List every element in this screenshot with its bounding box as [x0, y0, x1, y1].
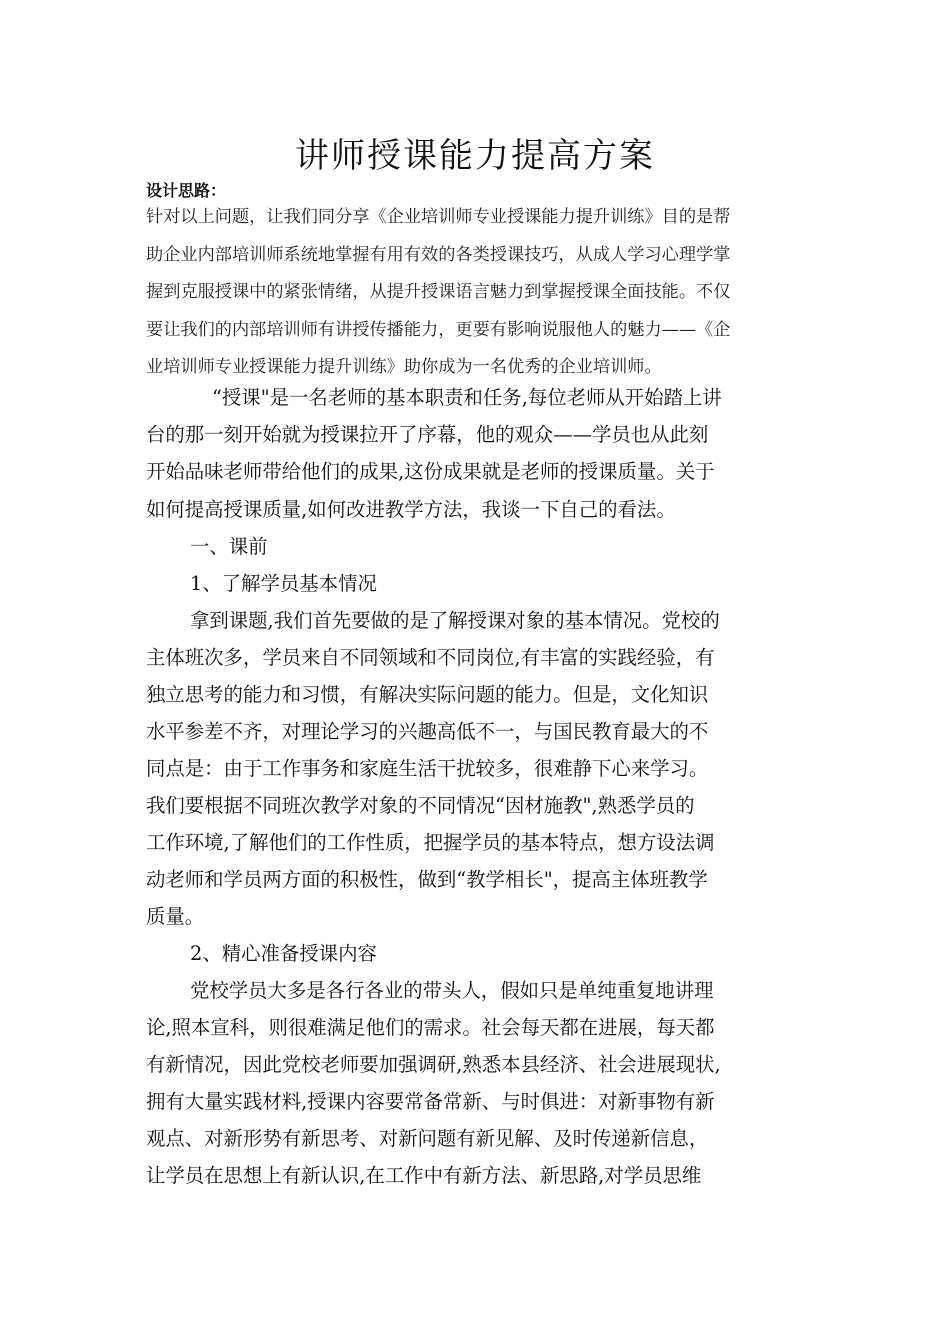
subsection-heading-2: 2、精心准备授课内容: [190, 942, 377, 965]
body-line: 同点是：由于工作事务和家庭生活干扰较多，很难静下心来学习。: [146, 757, 709, 780]
body-line: 如何提高授课质量,如何改进教学方法，我谈一下自己的看法。: [146, 498, 676, 521]
body-line: 台的那一刻开始就为授课拉开了序幕，他的观众——学员也从此刻: [146, 423, 709, 446]
body-line: 论,照本宣科，则很难满足他们的需求。社会每天都在进展，每天都: [146, 1016, 715, 1039]
body-line: 独立思考的能力和习惯，有解决实际问题的能力。但是，文化知识: [146, 683, 709, 706]
body-line: 拥有大量实践材料,授课内容要常备常新、与时俱进：对新事物有新: [146, 1090, 715, 1113]
intro-line: 助企业内部培训师系统地掌握有用有效的各类授课技巧，从成人学习心理学掌: [146, 245, 731, 265]
section-heading-1: 一、课前: [190, 535, 268, 558]
intro-line: 业培训师专业授课能力提升训练》助你成为一名优秀的企业培训师。: [146, 357, 662, 377]
body-line: 水平参差不齐，对理论学习的兴趣高低不一，与国民教育最大的不: [146, 720, 709, 743]
body-line: 工作环境,了解他们的工作性质，把握学员的基本特点，想方设法调: [146, 831, 715, 854]
body-line: 动老师和学员两方面的积极性，做到“教学相长"，提高主体班教学: [146, 868, 708, 891]
body-line: “授课"是一名老师的基本职责和任务,每位老师从开始踏上讲: [212, 386, 722, 409]
body-line: 党校学员大多是各行各业的带头人，假如只是单纯重复地讲理: [190, 979, 714, 1002]
body-line: 观点、对新形势有新思考、对新问题有新见解、及时传递新信息，: [146, 1127, 709, 1150]
intro-line: 针对以上问题，让我们同分享《企业培训师专业授课能力提升训练》目的是帮: [146, 207, 731, 227]
section-heading: 设计思路：: [146, 181, 227, 200]
intro-line: 要让我们的内部培训师有讲授传播能力，更要有影响说服他人的魅力——《企: [146, 320, 731, 340]
body-line: 有新情况，因此党校老师要加强调研,熟悉本县经济、社会进展现状,: [146, 1053, 721, 1076]
body-line: 我们要根据不同班次教学对象的不同情况“因材施教",熟悉学员的: [146, 794, 695, 817]
document-title: 讲师授课能力提高方案: [295, 136, 655, 176]
intro-line: 握到克服授课中的紧张情绪，从提升授课语言魅力到掌握授课全面技能。不仅: [146, 282, 731, 302]
subsection-heading-1: 1、了解学员基本情况: [190, 572, 377, 595]
body-line: 质量。: [146, 905, 205, 928]
body-line: 让学员在思想上有新认识,在工作中有新方法、新思路,对学员思维: [146, 1164, 702, 1187]
body-line: 开始品味老师带给他们的成果,这份成果就是老师的授课质量。关于: [146, 460, 715, 483]
body-line: 拿到课题,我们首先要做的是了解授课对象的基本情况。党校的: [190, 609, 720, 632]
body-line: 主体班次多，学员来自不同领域和不同岗位,有丰富的实践经验，有: [146, 646, 715, 669]
